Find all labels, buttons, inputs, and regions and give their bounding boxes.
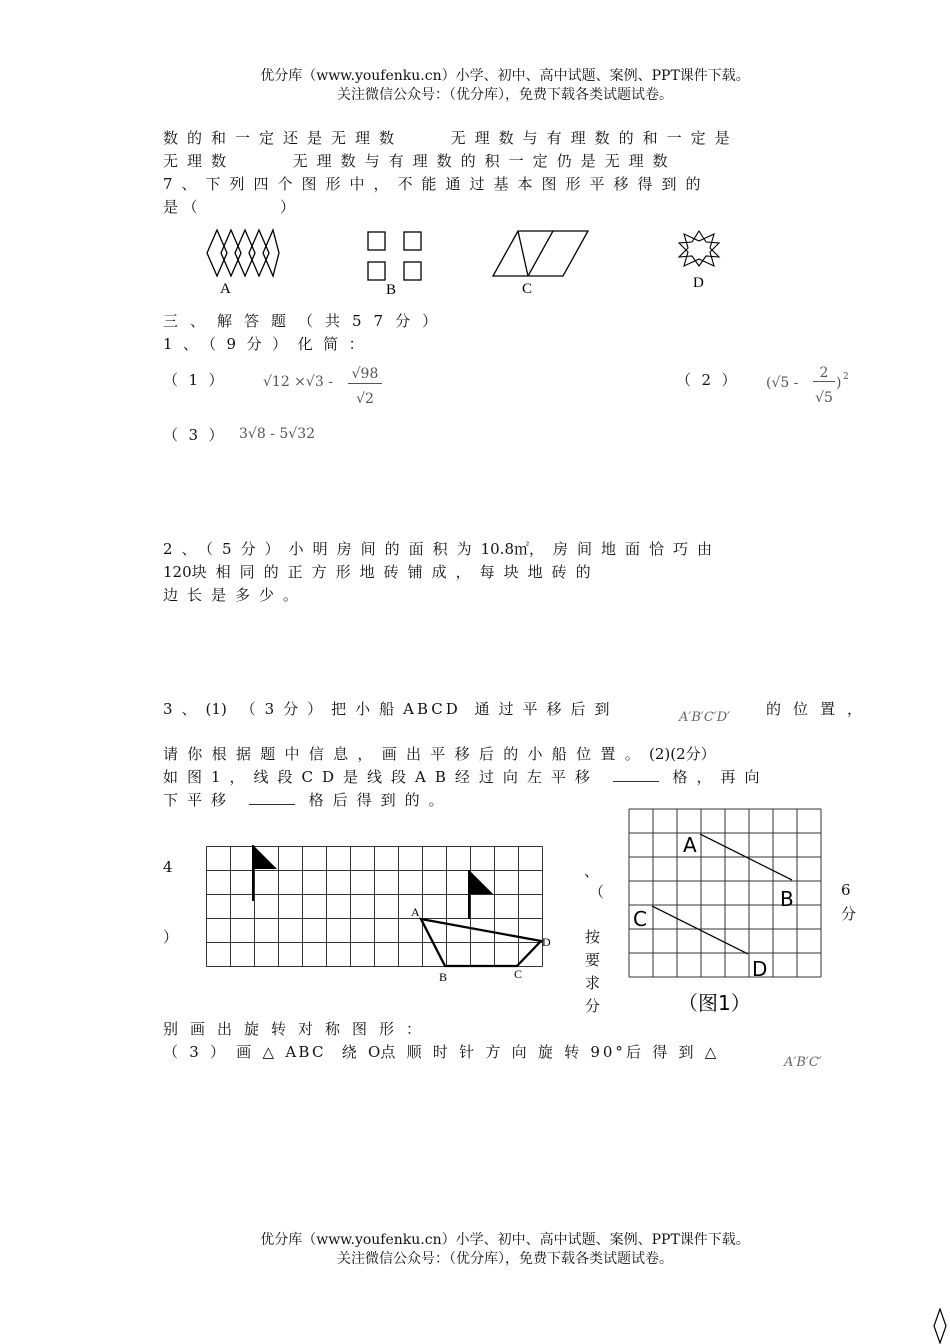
q2-line-1 (163, 538, 721, 559)
diamond-2 (221, 230, 241, 276)
q6-text-c: 无理数 (163, 152, 236, 170)
expr-1-denominator: √2 (356, 391, 374, 407)
q4-p3-a: （3）画△ (163, 1043, 286, 1061)
q6-tail-line-1 (163, 127, 739, 148)
fig-label-a: A (220, 281, 231, 297)
q3-line3-b: 格，再向 (672, 768, 769, 786)
boat-label-d: D (542, 935, 551, 949)
fig1-label-b: B (780, 887, 794, 911)
q6-text-d: 无理数与有理数的积一定仍是无理数 (292, 152, 677, 170)
q4-score-num: 6 (841, 881, 851, 899)
q2-line-3: 边长是多少。 (163, 586, 308, 604)
expr-2a: (√5 - (766, 375, 799, 391)
q3-line2-text: 请你根据题中信息，画出平移后的小船位置。 (163, 745, 650, 763)
q4-abc: ABC (285, 1043, 326, 1061)
q4-score-unit: 分 (841, 905, 857, 923)
q3-line-1 (163, 698, 619, 719)
section3-title: 三、解答题（共57分） (163, 312, 450, 330)
q3-line4-b: 格后得到的。 (308, 791, 453, 809)
q7-answer-line: 是（ ） (163, 198, 300, 216)
expr-1-numerator: √98 (348, 366, 382, 384)
corner-diamond-mark (933, 1308, 948, 1344)
q4-mark-1: 、 (584, 862, 600, 880)
q3-blank-2[interactable] (249, 792, 295, 805)
figure-1 (628, 808, 824, 1023)
expr-1a: √12 ×√3 - (263, 374, 333, 390)
q4-line-after: 别画出旋转对称图形： (163, 1020, 434, 1038)
diamond-5 (263, 230, 279, 276)
diamond-3 (235, 230, 255, 276)
footer-line-1: 优分库（www.youfenku.cn）小学、初中、高中试题、案例、PPT课件下载。 (260, 1232, 750, 1248)
q3-line-3 (163, 766, 768, 787)
q2-count: 120 (163, 563, 192, 581)
q4-p3-b: 绕 (341, 1043, 369, 1061)
q7-figures (200, 225, 730, 300)
q3-num: 3、 (163, 700, 206, 718)
q4-mark-2: （ (589, 883, 605, 901)
q3-boat: ABCD (403, 700, 461, 718)
fig-label-b: B (386, 282, 397, 298)
header-line-2: 关注微信公众号：（优分库），免费下载各类试题试卷。 (337, 87, 673, 103)
diamond-4 (249, 230, 269, 276)
fig1-label-d: D (752, 957, 768, 981)
q4-side-1: 按 (585, 928, 601, 946)
q1-title: 1、（9分）化简： (163, 335, 375, 353)
q2-text-a: 2、（5分）小明房间的面积为 (163, 540, 481, 558)
q4-p3-d: 后得到△ (625, 1043, 728, 1061)
fig-label-d: D (693, 275, 704, 291)
q6-text-a: 数的和一定还是无理数 (163, 129, 404, 147)
boat-label-c: C (514, 967, 523, 981)
q2-line-2 (163, 561, 600, 582)
q6-text-b: 无理数与有理数的和一定是 (450, 129, 739, 147)
q1-part-1: （1） (163, 371, 235, 389)
figure-a-diamonds (207, 230, 279, 276)
expr-2-exponent: 2 (843, 372, 849, 382)
figure-b-squares (368, 232, 421, 280)
q3-part2: (2)(2分） (649, 745, 716, 763)
q4-side-2: 要 (585, 951, 601, 969)
boat-label-b: B (439, 970, 448, 984)
q7-question: 7、下列四个图形中，不能通过基本图形平移得到的 (163, 175, 710, 193)
figure-1-caption: （图1） (678, 991, 751, 1015)
segment-cd (652, 906, 748, 954)
footer-line-2: 关注微信公众号：（优分库），免费下载各类试题试卷。 (337, 1251, 673, 1267)
q4-p3-c: 点顺时针方向旋转 (380, 1043, 591, 1061)
q3-blank-1[interactable] (613, 769, 659, 782)
q4-part3-line (163, 1041, 727, 1062)
q3-line3-a: 如图1，线段CD是线段AB经过向左平移 (163, 768, 599, 786)
expr-2-numerator: 2 (813, 365, 835, 382)
q1-part-3: （3） (163, 426, 235, 444)
q4-num: 4 (163, 858, 173, 876)
q2-text-c: 块相同的正方形地砖铺成，每块地砖的 (191, 563, 600, 581)
boat-label-a: A (411, 905, 420, 919)
expr-2-denominator: √5 (815, 390, 833, 406)
header-line-1: 优分库（www.youfenku.cn）小学、初中、高中试题、案例、PPT课件下载。 (260, 68, 750, 84)
q3-line4-a: 下平移 (163, 791, 236, 809)
boat-grid-figure (205, 845, 555, 985)
q4-o: O (368, 1043, 381, 1061)
q3-text-a: （3分）把小船 (240, 700, 404, 718)
q4-deg: 90° (590, 1043, 626, 1061)
figure-d-star (679, 231, 719, 266)
q4-target-label: A′B′C′ (784, 1055, 822, 1070)
fig1-label-c: C (633, 907, 647, 931)
flag-1 (253, 845, 277, 901)
q3-text-c: 的位置， (766, 700, 875, 718)
q3-line-4 (163, 789, 453, 810)
expr-2b: ) (836, 375, 842, 391)
q2-area: 10.8㎡ (480, 540, 529, 558)
q2-text-b: ，房间地面恰巧由 (529, 540, 722, 558)
fig1-label-a: A (683, 833, 697, 857)
q3-line-2 (163, 743, 716, 764)
q4-side-4: 分 (585, 997, 601, 1015)
expr-3: 3√8 - 5√32 (239, 426, 316, 442)
q3-target-label: A′B′C′D′ (679, 710, 731, 725)
q4-side-3: 求 (585, 974, 601, 992)
q1-part-2: （2） (676, 371, 748, 389)
fig-label-c: C (522, 281, 533, 297)
q3-part1: (1) (205, 700, 227, 718)
q4-paren: ） (163, 928, 179, 946)
q6-tail-line-2 (163, 150, 677, 171)
diamond-1 (207, 230, 227, 276)
q3-text-b: 通过平移后到 (474, 700, 619, 718)
figure-c-parallelograms (493, 231, 588, 276)
